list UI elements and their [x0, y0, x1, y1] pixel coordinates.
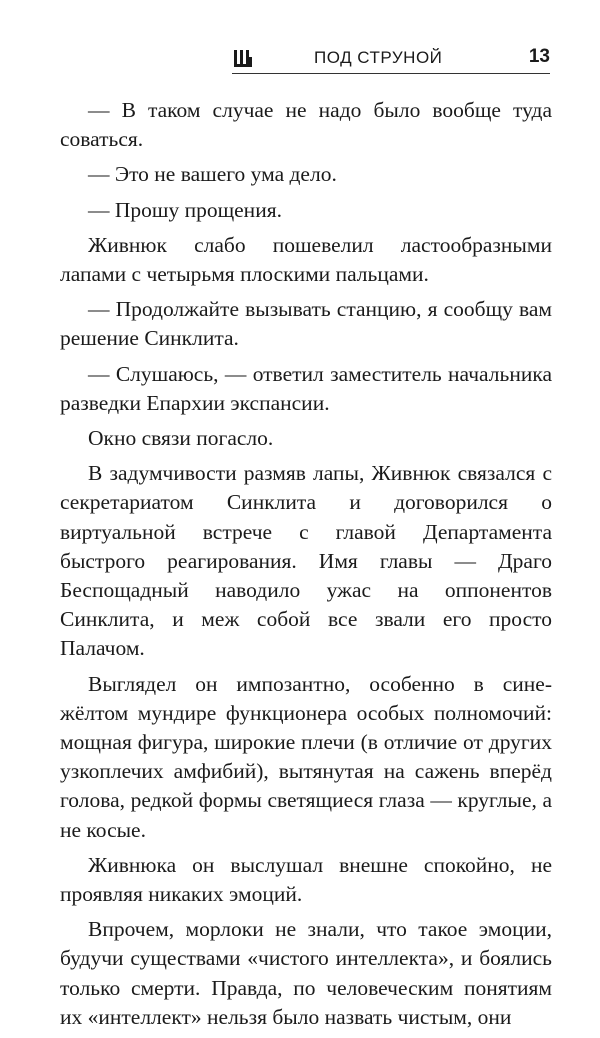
publisher-logo-icon — [232, 48, 254, 70]
body-text — [60, 96, 552, 1038]
paragraph: — Прошу прощения. — [88, 197, 282, 222]
running-title: ПОД СТРУНОЙ — [314, 48, 443, 67]
paragraph: Окно связи погасло. — [88, 426, 274, 451]
paragraph: В задумчивости размяв лапы, Живнюк связался с секретариатом Синклита и договорился о виртуальной встрече с главой Департамента быстрого реагирования. Имя главы — Драго Беспощадный наводило ужас на оппонентов Синклита, и меж собой все звали его просто Палачом. — [60, 461, 552, 661]
paragraph: — Это не вашего ума дело. — [88, 162, 337, 187]
paragraph: Впрочем, морлоки не знали, что такое эмоции, будучи существами «чистого интеллекта», и боялись только смерти. Правда, по человеческим понятиям их «интеллект» нельзя было назвать чистым, они — [60, 917, 552, 1029]
header-rule — [232, 73, 550, 74]
paragraph: — Слушаюсь, — ответил заместитель начальника разведки Епархии экспансии. — [60, 361, 552, 415]
paragraph: Живнюка он выслушал внешне спокойно, не проявляя никаких эмоций. — [60, 852, 552, 907]
page-header — [232, 44, 550, 74]
paragraph: — Продолжайте вызывать станцию, я сообщу вам решение Синклита. — [60, 297, 552, 351]
paragraph: — В таком случае не надо было вообще туда соваться. — [60, 98, 552, 152]
paragraph: Выглядел он импозантно, особенно в сине-жёлтом мундире функционера особых полномочий: мощная фигура, широкие плечи (в отличие от других узкоплечих амфибий), вытянутая на сажень вперёд голова, редкой формы светящиеся глаза — круглые, а не косые. — [60, 671, 552, 842]
paragraph: Живнюк слабо пошевелил ластообразными лапами с четырьмя плоскими пальцами. — [60, 232, 552, 287]
page-number: 13 — [528, 46, 550, 67]
